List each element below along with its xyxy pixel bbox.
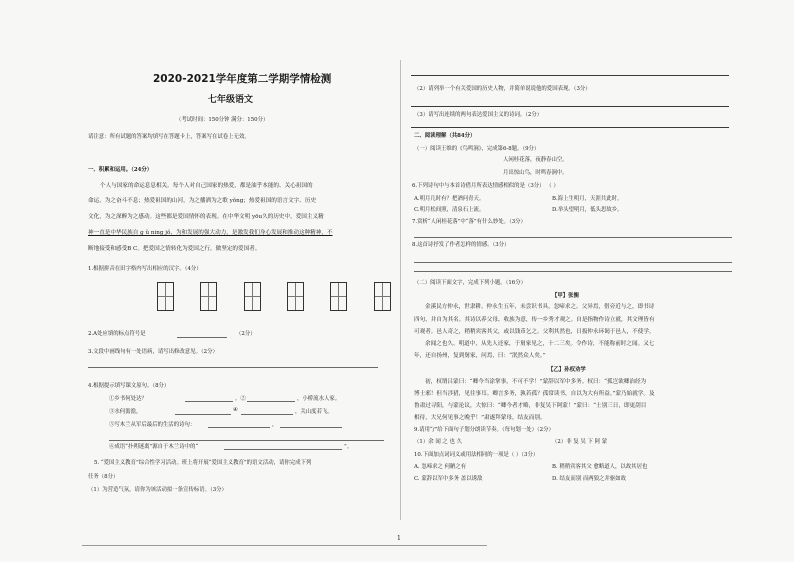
- q4-item-5: ⑤写木兰从军后最后的生活的诗句：: [109, 422, 196, 428]
- question-7: 7.赏析“人闲桂花落”中“落”有什么妙处。（3分）: [412, 219, 526, 225]
- passage-line-5: 断地接受和感受B C。把爱国之情转化为爱国之行，做坚定的爱国者。: [88, 246, 261, 252]
- question-5: 5. “爱国主义教育”综合性学习活动。班上将开展“爱国主义教育”的语文活动，请你完成下列: [94, 460, 312, 466]
- q6-option-d[interactable]: D.举头望明月，低头思故乡。: [552, 207, 623, 213]
- answer-line[interactable]: [411, 127, 729, 128]
- passage-line-3: 文化，为之深醉为之感动。这些都是爱国情怀的表现。在中华文明 yōu久的历史中，爱国主义精: [88, 214, 324, 220]
- article-b-line-3: 鲁肃过寻阳，与蒙论议，大惊曰：“卿今者才略，非复吴下阿蒙！”蒙曰：“士别三日，即更刮目: [414, 403, 647, 409]
- section2-heading: 二、阅读理解（共84分）: [414, 133, 476, 139]
- article-b-line-1: 初，权谓吕蒙曰：“卿今当涂掌事，不可不学！”蒙辞以军中多务。权曰：“孤岂欲卿治经为: [425, 379, 647, 385]
- answer-blank[interactable]: [208, 427, 270, 428]
- answer-line[interactable]: [109, 440, 384, 441]
- bottom-rule: [82, 545, 487, 546]
- q10-option-a[interactable]: A. 忽啼求之 何陋之有: [414, 464, 467, 470]
- q4-item-6-end: ”。: [344, 444, 353, 450]
- answer-blank[interactable]: [224, 449, 342, 450]
- column-divider: [400, 60, 401, 520]
- question-2: 2.A处应填的标点符号是: [88, 331, 146, 337]
- question-5-cont: 任务（8分）: [88, 474, 119, 480]
- answer-blank[interactable]: [241, 414, 293, 415]
- q6-option-c[interactable]: C.明月松间照，清泉石上流。: [414, 207, 485, 213]
- grid-cell[interactable]: [374, 282, 391, 311]
- answer-line[interactable]: [414, 271, 732, 272]
- q4-item-4-end: ，关山度若飞。: [295, 409, 333, 415]
- q4-item-6: ⑥成语“扑朔迷离”源自于木兰诗中的“: [109, 444, 199, 450]
- article-b-line-4: 相待，大兄何见事之晚乎！”肃遂拜蒙母，结友而别。: [414, 415, 546, 421]
- answer-line[interactable]: [411, 106, 729, 107]
- q4-item-4-num: ④: [233, 407, 238, 413]
- grid-cell[interactable]: [287, 282, 304, 311]
- section1-heading: 一、积累和运用。（24分）: [88, 167, 153, 173]
- answer-line[interactable]: [411, 75, 729, 76]
- question-5-sub3: （3）请写出连续的两句表达爱国主义的诗词。（2分）: [414, 112, 543, 118]
- q10-option-d[interactable]: D. 结友而别 而两狼之并驱如故: [552, 476, 626, 482]
- reading1-heading: （一）阅读王维的《鸟鸣涧》，完成第6-8题。（9分）: [414, 146, 540, 152]
- passage-line-1: 个人与国家的命运息息相关。每个人对自己国家的热爱，都是油乎本能的、关心祖国的: [100, 183, 313, 189]
- q4-item-3: ③水何澹澹，: [109, 409, 142, 415]
- q6-option-b[interactable]: B.海上生明月，天涯共此时。: [552, 196, 623, 202]
- article-a-line-3: 可观者。邑人奇之，稍稍宾客其父，或以钱币乞之。父利其然也，日扳仲永环谒于邑人，不使学。: [414, 329, 655, 335]
- article-a-title: 【甲】张衡: [552, 293, 579, 299]
- answer-line[interactable]: [414, 262, 732, 263]
- question-1: 1.根据拼音在田字格内写出相应的汉字。（4分）: [88, 266, 202, 272]
- grid-cell[interactable]: [157, 282, 174, 311]
- q10-option-c[interactable]: C. 蒙辞以军中多务 盖以诱敌: [414, 476, 483, 482]
- q4-item-2-end: ，小桥流水人家。: [297, 396, 341, 402]
- answer-line[interactable]: [88, 367, 378, 368]
- article-b-line-2: 博士邪！但当涉猎，见往事耳。卿言多务，孰若孤？孤常读书，自以为大有所益。”蒙乃始就学。及: [414, 391, 655, 397]
- exam-notice: 请注意：所有试题的答案均填写在答题卡上，答案写在试卷上无效。: [88, 134, 250, 140]
- answer-blank[interactable]: [247, 401, 295, 402]
- tianzige-grid[interactable]: [157, 282, 397, 310]
- answer-blank[interactable]: [175, 414, 231, 415]
- comma-separator: ，: [272, 422, 278, 428]
- question-5-sub2: （2）请列举一个有关爱国的历史人物，并简单说说他的爱国表现。（3分）: [414, 86, 591, 92]
- passage-line-4: 神一直是中华民族自 ɡ ǔ ning jǒ，为和发展的强大动力，是激发我们身心发展和推动这种精神，不: [88, 230, 333, 236]
- question-6: 6.下列诗句中与本首诗借月所表达情感相似的是（3分） （ ）: [412, 183, 559, 189]
- article-a-line-5: 年，还自扬州，复到舅家，问焉，曰：“泯然众人矣。”: [414, 353, 546, 359]
- question-8: 8.这首诗抒发了作者怎样的情感。（3分）: [412, 242, 510, 248]
- answer-blank[interactable]: [185, 401, 233, 402]
- answer-blank[interactable]: [177, 337, 227, 338]
- question-9: 9.请用“/”给下面句子划分朗读节奏。（每句划一处）（2分）: [414, 427, 554, 433]
- poem-line-1: 人闲桂花落，夜静春山空。: [503, 157, 568, 163]
- grid-cell[interactable]: [200, 282, 217, 311]
- poem-line-2: 月出惊山鸟，时鸣春涧中。: [503, 170, 568, 176]
- grid-cell[interactable]: [244, 282, 261, 311]
- question-2-score: （2分）: [236, 331, 256, 337]
- reading2-heading: （二）阅读下面文字，完成下列小题。（16分）: [414, 280, 526, 286]
- answer-line[interactable]: [414, 237, 732, 238]
- q9-item-1[interactable]: （1）余 闻 之 也 久: [414, 439, 463, 445]
- page-number: 1: [397, 535, 401, 542]
- answer-blank[interactable]: [280, 427, 342, 428]
- exam-title: 2020-2021学年度第二学期学情检测: [153, 73, 332, 85]
- article-a-line-4: 余闻之也久。明道中，从先人还家，于舅家见之，十二三矣。令作诗，不能称前时之闻。又七: [425, 341, 655, 347]
- question-3: 3.文段中画线句有一处语病，请写出修改意见。（2分）: [88, 349, 218, 355]
- question-10: 10.下面加点词词义或用法相同的一项是（ ）（3分）: [414, 452, 539, 458]
- q6-option-a[interactable]: A.明月几时有？把酒问青天。: [414, 196, 485, 202]
- exam-info: （考试时间：150分钟 满分：150分）: [176, 117, 269, 123]
- article-b-title: 【乙】孙权劝学: [548, 367, 586, 373]
- q9-item-2[interactable]: （2）非 复 吴 下 阿 蒙: [552, 439, 608, 445]
- passage-line-2: 命运，为之奋斗不息；热爱祖国的山河，为之播洒为之歌 yǒng；热爱祖国的语言文字、历史: [88, 198, 317, 204]
- q10-option-b[interactable]: B. 稍稍宾客其父 愈略道人，以故其居也: [552, 464, 648, 470]
- question-4: 4.根据提示填写课文原句。（8分）: [88, 383, 170, 389]
- exam-subject: 七年级语文: [208, 95, 254, 105]
- q4-item-1: ①乡书何处达？: [109, 396, 147, 402]
- article-a-line-2: 四句，并自为其名。其诗以养父母、收族为意，传一乡秀才观之。自是指物作诗立就，其文理皆有: [414, 317, 655, 323]
- q4-item-1-sep: 。②: [235, 396, 246, 402]
- article-a-line-1: 金溪民方仲永，世隶耕。仲永生五年，未尝识书具，忽啼求之。父异焉，借旁近与之，即书诗: [425, 304, 655, 310]
- question-5-sub1: （1）为营造气氛，请你为该活动拟一条宣传标语。（3分）: [88, 487, 227, 493]
- grid-cell[interactable]: [330, 282, 347, 311]
